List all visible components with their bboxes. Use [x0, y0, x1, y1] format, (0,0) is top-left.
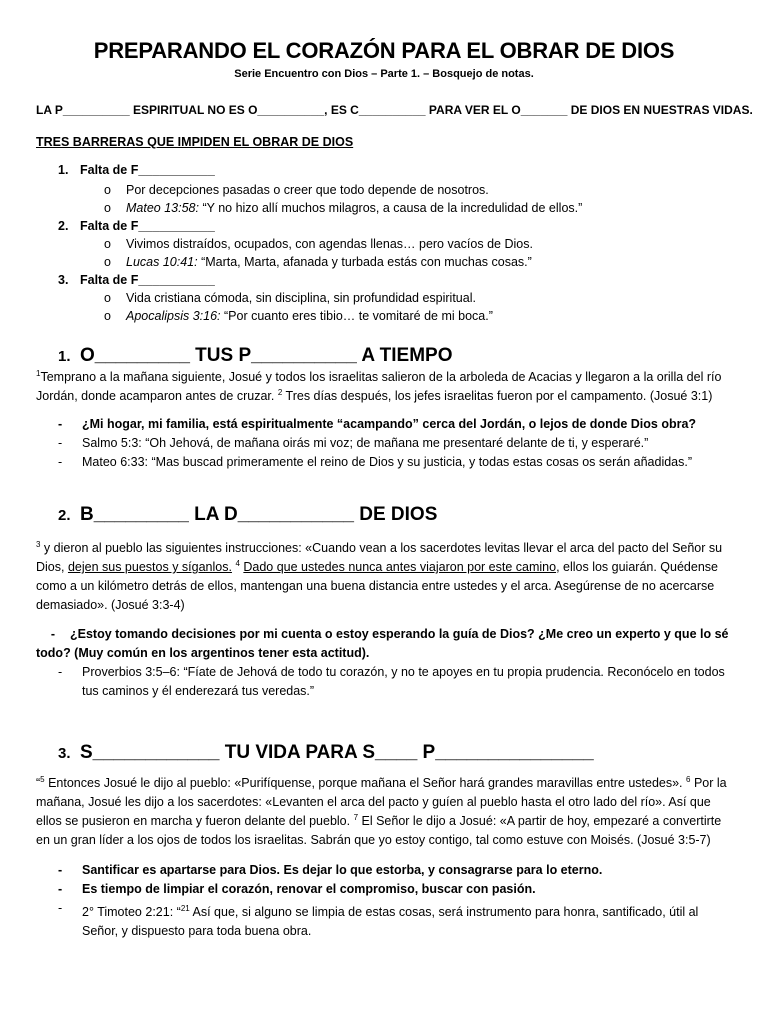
scripture-ref: Lucas 10:41: — [126, 255, 198, 269]
scripture-text: “Marta, Marta, afanada y turbada estás con muchas cosas.” — [197, 255, 532, 269]
verse-number: 4 — [235, 558, 240, 568]
page-subtitle: Serie Encuentro con Dios – Parte 1. – Bosquejo de notas. — [234, 68, 534, 80]
section-1-point-2 — [58, 434, 736, 453]
sub-text: Vida cristiana cómoda, sin disciplina, sin profundidad espiritual. — [126, 291, 476, 305]
sub-text: Por decepciones pasadas o creer que todo depende de nosotros. — [126, 183, 489, 197]
verse-number: 1 — [36, 368, 41, 378]
point-text: Santificar es apartarse para Dios. Es dejar lo que estorba, y consagrarse para lo eterno. — [82, 863, 603, 877]
section-2-proverb — [58, 663, 736, 701]
page-title: PREPARANDO EL CORAZÓN PARA EL OBRAR DE DIOS — [93, 38, 675, 63]
scripture-text: “Y no hizo allí muchos milagros, a causa de la incredulidad de ellos.” — [198, 201, 583, 215]
point-text: Salmo 5:3: “Oh Jehová, de mañana oirás mi voz; de mañana me presentaré delante de ti, y esperaré.” — [82, 436, 649, 450]
section-2-question — [36, 625, 736, 663]
barrier-number: 2. — [58, 219, 69, 233]
point-text: Mateo 6:33: “Mas buscad primeramente el reino de Dios y su justicia, y todas estas cosas os serán añadidas.” — [82, 455, 693, 469]
point-text: 2° Timoteo 2:21: “ — [82, 905, 181, 920]
scripture-ref: Mateo 13:58: — [126, 201, 199, 215]
quote-mark: “ — [36, 776, 41, 790]
verse-number: 2 — [277, 387, 283, 397]
barrier-label: Falta de F___________ — [80, 273, 215, 287]
verse-text: , ellos los guiarán. Quédense como a un kilómetro detrás de ellos, mantengan una buena distancia entre ustedes y el arca. Asegúrense de no acercarse demasiado». (Josué 3:3-4) — [36, 560, 718, 612]
barriers-heading: TRES BARRERAS QUE IMPIDEN EL OBRAR DE DIOS — [36, 135, 354, 149]
barrier-label: Falta de F___________ — [80, 163, 215, 177]
point-text: Es tiempo de limpiar el corazón, renovar el compromiso, buscar con pasión. — [82, 882, 536, 896]
point-text: ¿Mi hogar, mi familia, está espiritualmente “acampando” cerca del Jordán, o lejos de donde Dios obra? — [82, 417, 697, 431]
barrier-number: 3. — [58, 273, 69, 287]
section-1-verse — [36, 368, 736, 406]
dash-bullet: - — [58, 665, 63, 679]
dash-bullet: - — [58, 882, 63, 896]
verse-text: Por la mañana, Josué les dijo a los sacerdotes: «Levanten el arca del pacto y guíen al pueblo hasta el otro lado del río». Así que ellos se pusieron en marcha y fueron delante del pueblo. — [36, 776, 727, 828]
circle-bullet-icon: o — [104, 309, 111, 323]
barrier-item-1 — [58, 163, 215, 177]
dash-bullet: - — [58, 436, 63, 450]
section-1-point-1 — [58, 415, 736, 434]
section-2-heading — [58, 504, 437, 526]
verse-number: 6 — [686, 774, 691, 784]
section-3-point-2 — [58, 880, 736, 899]
section-1-point-3 — [58, 453, 736, 472]
dash-bullet: - — [50, 627, 56, 641]
section-2-verse — [36, 539, 736, 615]
dash-bullet: - — [58, 417, 63, 431]
underlined-text: Dado que ustedes nunca antes viajaron por este camino — [243, 560, 557, 574]
section-title: S____________ TU VIDA PARA S____ P_______________ — [80, 742, 594, 763]
underlined-text: dejen sus puestos y síganlos. — [67, 560, 232, 574]
section-3-point-3 — [58, 899, 736, 941]
section-1-heading — [58, 345, 453, 367]
barrier-number: 1. — [58, 163, 69, 177]
circle-bullet-icon: o — [104, 201, 111, 215]
scripture-ref: Apocalipsis 3:16: — [126, 309, 221, 323]
scripture-text: “Por cuanto eres tibio… te vomitaré de mi boca.” — [220, 309, 493, 323]
section-3-heading — [58, 742, 594, 764]
section-number: 1. — [58, 348, 71, 365]
fill-in-statement: LA P__________ ESPIRITUAL NO ES O__________, ES C__________ PARA VER EL O_______ DE DIOS EN NUESTRAS VIDAS. — [36, 103, 753, 117]
verse-number: 7 — [353, 812, 359, 822]
verse-text: Tres días después, los jefes israelitas fueron por el campamento. (Josué 3:1) — [282, 389, 713, 403]
section-3-verse — [36, 774, 736, 850]
verse-text: El Señor le dijo a Josué: «A partir de hoy, empezaré a convertirte en un gran líder a los ojos de todos los israelitas. Sabrán que yo estoy contigo, tal como estuve con Moisés. (Josué 3:5-7) — [36, 814, 722, 847]
verse-text: Temprano a la mañana siguiente, Josué y todos los israelitas salieron de la arboleda de Acacias y llegaron a la orilla del río Jordán, donde acamparon antes de cruzar. — [36, 370, 722, 403]
circle-bullet-icon: o — [104, 255, 111, 269]
point-text: Así que, si alguno se limpia de estas cosas, será instrumento para honra, santificado, útil al Señor, y dispuesto para toda buena obra. — [82, 905, 699, 939]
barrier-item-2 — [58, 219, 215, 233]
dash-bullet: - — [58, 455, 63, 469]
circle-bullet-icon: o — [104, 183, 111, 197]
section-number: 2. — [58, 507, 71, 524]
circle-bullet-icon: o — [104, 291, 111, 305]
section-title: B_________ LA D___________ DE DIOS — [80, 504, 438, 525]
dash-bullet: - — [58, 863, 63, 877]
verse-number: 3 — [36, 539, 41, 549]
barrier-item-3 — [58, 273, 215, 287]
verse-number: 5 — [40, 774, 45, 784]
verse-text: y dieron al pueblo las siguientes instrucciones: «Cuando vean a los sacerdotes levitas llevar el arca del pacto del Señor su Dios, — [36, 541, 723, 574]
circle-bullet-icon: o — [104, 237, 111, 251]
question-text: ¿Estoy tomando decisiones por mi cuenta o estoy esperando la guía de Dios? ¿Me creo un experto y que lo sé todo? (Muy común en los argentinos tener esta actitud). — [36, 627, 729, 660]
sub-text: Vivimos distraídos, ocupados, con agendas llenas… pero vacíos de Dios. — [126, 237, 533, 251]
section-number: 3. — [58, 745, 71, 762]
point-text: Proverbios 3:5–6: “Fíate de Jehová de todo tu corazón, y no te apoyes en tu propia prudencia. Reconócelo en todos tus caminos y él enderezará tus veredas.” — [82, 665, 725, 698]
verse-number: 21 — [180, 904, 190, 913]
section-title: O_________ TUS P__________ A TIEMPO — [80, 345, 453, 366]
dash-bullet: - — [58, 901, 63, 915]
section-3-point-1 — [58, 861, 736, 880]
verse-text: Entonces Josué le dijo al pueblo: «Purifíquense, porque mañana el Señor hará grandes maravillas entre ustedes». — [44, 776, 683, 790]
barrier-label: Falta de F___________ — [80, 219, 215, 233]
